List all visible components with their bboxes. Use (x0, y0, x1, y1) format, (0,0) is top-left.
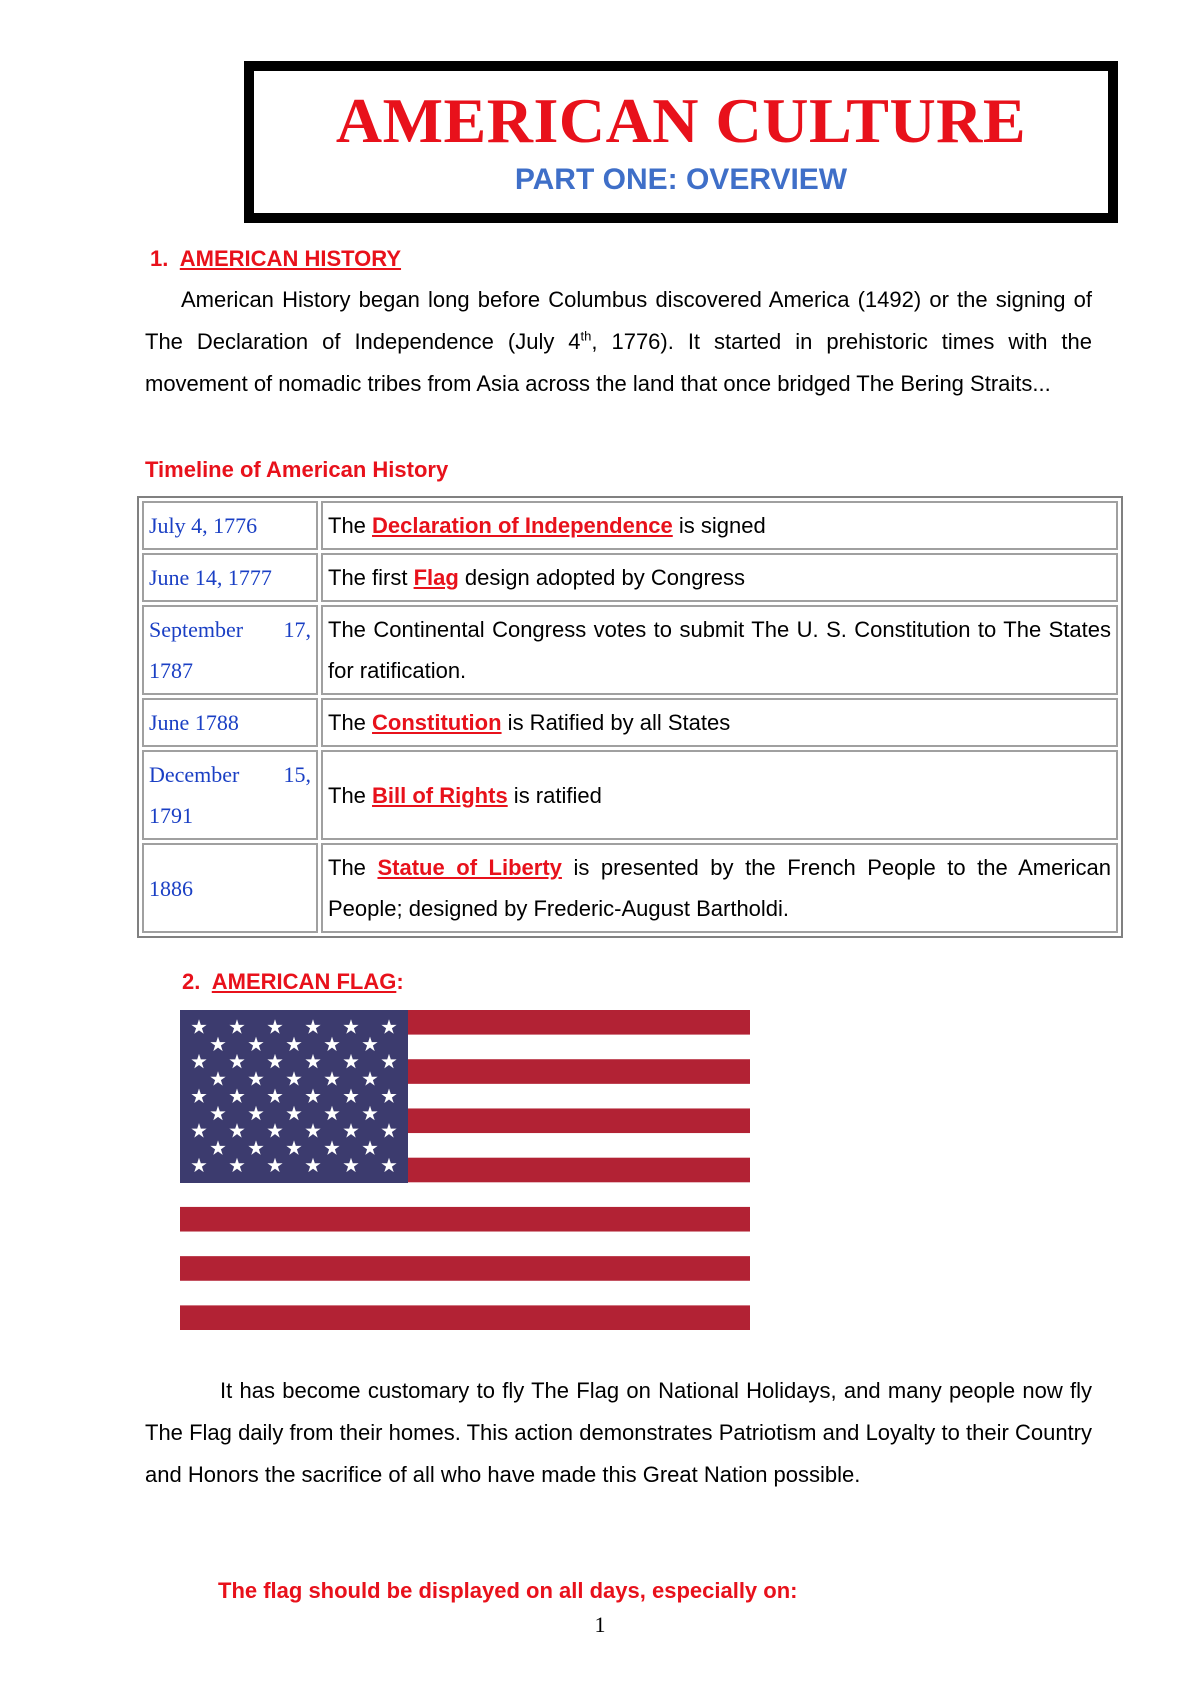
timeline-event-text: The (328, 855, 378, 880)
section-2-number: 2. (182, 969, 201, 994)
timeline-row (142, 553, 1118, 602)
timeline-date: June 14, 1777 (142, 553, 318, 602)
timeline-row (142, 843, 1118, 933)
timeline-event-text: The (328, 782, 373, 808)
timeline-date: June 1788 (142, 698, 318, 747)
timeline-event-text: design adopted by Congress (458, 565, 746, 590)
history-text-sup: th (580, 328, 592, 344)
timeline-date: 1886 (142, 843, 318, 933)
document-title: AMERICAN CULTURE (335, 85, 1027, 156)
timeline-event (321, 698, 1118, 747)
history-text-1: American History began long before Columbus discovered America (1492) or the signing of The Declaration of Independence (July 4 (145, 287, 1092, 354)
flag-stripe (180, 1232, 750, 1257)
timeline-row (142, 501, 1118, 550)
timeline-event-text: The Continental Congress votes to submit The U. S. Constitution to The States for ratification. (328, 617, 1111, 683)
timeline-event-text: is Ratified by all States (501, 710, 731, 735)
timeline-table (137, 496, 1123, 938)
section-1-number: 1. (150, 246, 169, 271)
flag-stripe (180, 1207, 750, 1232)
flag-stripe (180, 1305, 750, 1330)
timeline-date: December 15, 1791 (142, 750, 318, 840)
timeline-event-link[interactable]: Statue of Liberty (377, 855, 562, 880)
timeline-event-text: is ratified (507, 782, 602, 808)
flag-stripe (180, 1182, 750, 1207)
section-2-title: AMERICAN FLAG (211, 969, 397, 994)
timeline-title: Timeline of American History (145, 457, 449, 482)
flag-display-note: The flag should be displayed on all days, especially on: (218, 1578, 798, 1603)
timeline-event (321, 605, 1118, 695)
flag-paragraph: It has become customary to fly The Flag on National Holidays, and many people now fly The Flag daily from their homes. This action demonstrates Patriotism and Loyalty to their Country and Honors the sacrifice of all who have made this Great Nation possible. (145, 1378, 1092, 1487)
timeline-event (321, 843, 1118, 933)
page-number: 1 (594, 1612, 606, 1637)
section-2-heading (182, 971, 404, 993)
flag-canton (180, 1010, 408, 1183)
flag-stripe (180, 1281, 750, 1306)
timeline-event-link[interactable]: Bill of Rights (372, 782, 508, 808)
timeline-row (142, 605, 1118, 695)
timeline-event-link[interactable]: Declaration of Independence (372, 513, 673, 538)
timeline-row (142, 750, 1118, 840)
history-text-2: , 1776). It started in prehistoric times with the movement of nomadic tribes from Asia across the land that once bridged The Bering Straits... (145, 329, 1093, 396)
timeline-row (142, 698, 1118, 747)
timeline-event-link[interactable]: Constitution (372, 710, 502, 735)
timeline-date: September 17, 1787 (142, 605, 318, 695)
timeline-date: July 4, 1776 (142, 501, 318, 550)
timeline-event-text: is signed (672, 513, 766, 538)
timeline-event-text: is presented by the French People to the American People; designed by Frederic-August Bartholdi. (328, 855, 1112, 921)
section-1-title: AMERICAN HISTORY (179, 246, 402, 271)
document-subtitle: PART ONE: OVERVIEW (514, 163, 848, 196)
section-1-heading (150, 248, 401, 270)
timeline-event (321, 750, 1118, 840)
section-2-colon: : (396, 969, 404, 994)
history-paragraph (145, 279, 1092, 405)
title-box (245, 62, 1117, 222)
timeline-event-text: The (328, 513, 373, 538)
timeline-event-text: The first (328, 565, 414, 590)
american-flag-image (180, 1010, 750, 1330)
timeline-event-link[interactable]: Flag (413, 565, 459, 590)
flag-stripe (180, 1256, 750, 1281)
timeline-event (321, 501, 1118, 550)
timeline-event (321, 553, 1118, 602)
timeline-event-text: The (328, 710, 373, 735)
